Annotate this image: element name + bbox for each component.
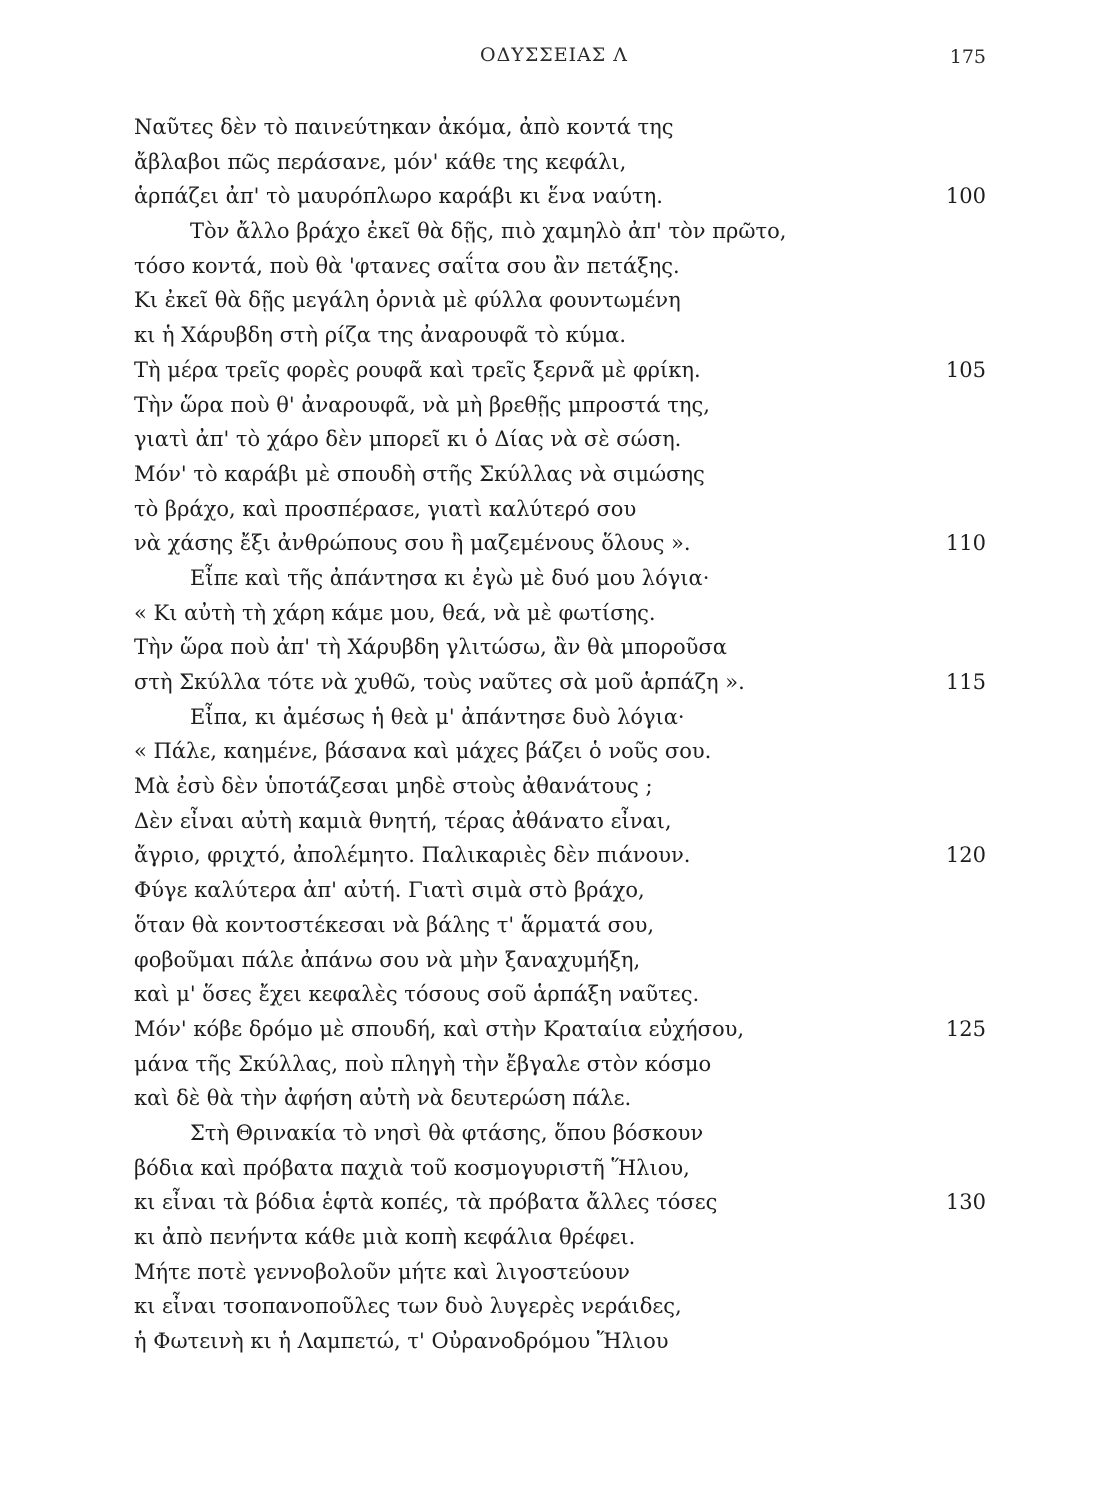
verse-line xyxy=(134,1255,986,1290)
verse-line-text: ἁρπάζει ἀπ' τὸ μαυρόπλωρο καράβι κι ἕνα ναύτη. xyxy=(134,184,663,209)
verse-line-text: ἄβλαβοι πῶς περάσανε, μόν' κάθε της κεφάλι, xyxy=(134,149,627,174)
verse-line-text: Κι ἐκεῖ θὰ δῇς μεγάλη ὀρνιὰ μὲ φύλλα φουντωμένη xyxy=(134,288,681,313)
verse-line xyxy=(134,249,986,284)
verse-line xyxy=(134,1220,986,1255)
verse-line-text: βόδια καὶ πρόβατα παχιὰ τοῦ κοσμογυριστῆ Ἥλιου, xyxy=(134,1155,690,1180)
verse-line-text: Μόν' κόβε δρόμο μὲ σπουδή, καὶ στὴν Κραταίια εὐχήσου, xyxy=(134,1016,745,1041)
verse-line-number: 105 xyxy=(945,357,986,382)
verse-line-text: στὴ Σκύλλα τότε νὰ χυθῶ, τοὺς ναῦτες σὰ μοῦ ἁρπάζη ». xyxy=(134,670,745,694)
verse-line xyxy=(134,388,986,423)
verse-line xyxy=(134,1047,986,1082)
verse-line xyxy=(134,943,986,978)
verse-line-text: Εἶπα, κι ἀμέσως ἡ θεὰ μ' ἀπάντησε δυὸ λόγια· xyxy=(190,704,685,729)
verse-line xyxy=(134,665,986,700)
verse-line-text: Μὰ ἐσὺ δὲν ὑποτάζεσαι μηδὲ στοὺς ἀθανάτους ; xyxy=(134,774,653,799)
verse-line xyxy=(134,526,986,561)
verse-line xyxy=(134,1289,986,1324)
verse-line-text: Τὴ μέρα τρεῖς φορὲς ρουφᾶ καὶ τρεῖς ξερνᾶ μὲ φρίκη. xyxy=(134,357,701,382)
verse-line xyxy=(134,630,986,665)
verse-line-text: ἄγριο, φριχτό, ἀπολέμητο. Παλικαριὲς δὲν πιάνουν. xyxy=(134,843,691,868)
verse-line-text: καὶ μ' ὅσες ἔχει κεφαλὲς τόσους σοῦ ἁρπάξη ναῦτες. xyxy=(134,982,700,1007)
verse-line xyxy=(134,283,986,318)
verse-line xyxy=(134,873,986,908)
verse-line-text: ἡ Φωτεινὴ κι ἡ Λαμπετώ, τ' Οὐρανοδρόμου Ἥλιου xyxy=(134,1329,669,1354)
verse-line xyxy=(134,1324,986,1359)
verse-line-text: Τὴν ὥρα ποὺ θ' ἀναρουφᾶ, νὰ μὴ βρεθῇς μπροστά της, xyxy=(134,392,710,417)
verse-line-text: Μήτε ποτὲ γεννοβολοῦν μήτε καὶ λιγοστεύουν xyxy=(134,1259,630,1284)
verse-line xyxy=(134,214,986,249)
verse-line-text: νὰ χάσης ἔξι ἀνθρώπους σου ἢ μαζεμένους ὅλους ». xyxy=(134,531,691,556)
verse-line-text: Ναῦτες δὲν τὸ παινεύτηκαν ἀκόμα, ἀπὸ κοντά της xyxy=(134,115,674,139)
verse-line xyxy=(134,422,986,457)
verse-line-text: Μόν' τὸ καράβι μὲ σπουδὴ στῆς Σκύλλας νὰ σιμώσης xyxy=(134,461,705,486)
verse-line xyxy=(134,1081,986,1116)
running-header-title: ΟΔΥΣΣΕΙΑΣ Λ xyxy=(480,44,628,66)
verse-line xyxy=(134,1116,986,1151)
verse-line-text: Δὲν εἶναι αὐτὴ καμιὰ θνητή, τέρας ἀθάνατο εἶναι, xyxy=(134,808,672,833)
verse-line-text: μάνα τῆς Σκύλλας, ποὺ πληγὴ τὴν ἔβγαλε στὸν κόσμο xyxy=(134,1051,712,1076)
verse-line xyxy=(134,1185,986,1220)
verse-line-text: « Πάλε, καημένε, βάσανα καὶ μάχες βάζει ὁ νοῦς σου. xyxy=(134,739,712,764)
verse-line xyxy=(134,353,986,388)
verse-line-text: κι ἀπὸ πενήντα κάθε μιὰ κοπὴ κεφάλια θρέφει. xyxy=(134,1225,636,1249)
verse-line xyxy=(134,734,986,769)
verse-line xyxy=(134,318,986,353)
verse-line-text: ὅταν θὰ κοντοστέκεσαι νὰ βάλης τ' ἅρματά σου, xyxy=(134,912,655,937)
verse-line xyxy=(134,457,986,492)
verse-line xyxy=(134,1151,986,1186)
verse-line xyxy=(134,838,986,873)
verse-line-number: 115 xyxy=(945,670,986,694)
verse-line-text: « Κι αὐτὴ τὴ χάρη κάμε μου, θεά, νὰ μὲ φωτίσης. xyxy=(134,600,656,625)
verse-line xyxy=(134,561,986,596)
verse-line xyxy=(134,492,986,527)
verse-line-text: κι ἡ Χάρυβδη στὴ ρίζα της ἀναρουφᾶ τὸ κύμα. xyxy=(134,323,627,348)
verse-line-number: 100 xyxy=(945,184,986,209)
verse-line-text: κι εἶναι τσοπανοποῦλες των δυὸ λυγερὲς νεράιδες, xyxy=(134,1294,682,1319)
verse-line-text: Στὴ Θρινακία τὸ νησὶ θὰ φτάσης, ὅπου βόσκουν xyxy=(190,1120,704,1145)
verse-line xyxy=(134,179,986,214)
verse-line-text: τὸ βράχο, καὶ προσπέρασε, γιατὶ καλύτερό σου xyxy=(134,496,637,521)
verse-line xyxy=(134,977,986,1012)
verse-line-number: 130 xyxy=(945,1190,986,1215)
verse-line-text: καὶ δὲ θὰ τὴν ἀφήση αὐτὴ νὰ δευτερώση πάλε. xyxy=(134,1086,632,1111)
verse-line xyxy=(134,769,986,804)
verse-line-text: φοβοῦμαι πάλε ἀπάνω σου νὰ μὴν ξαναχυμήξη, xyxy=(134,947,641,972)
verse-line-text: Φύγε καλύτερα ἀπ' αὐτή. Γιατὶ σιμὰ στὸ βράχο, xyxy=(134,878,645,903)
verse-line-text: Τὸν ἄλλο βράχο ἐκεῖ θὰ δῇς, πιὸ χαμηλὸ ἀπ' τὸν πρῶτο, xyxy=(190,219,787,244)
verse-line xyxy=(134,110,986,145)
verse-line-text: κι εἶναι τὰ βόδια ἑφτὰ κοπές, τὰ πρόβατα ἄλλες τόσες xyxy=(134,1190,718,1215)
verse-line-text: γιατὶ ἀπ' τὸ χάρο δὲν μπορεῖ κι ὁ Δίας νὰ σὲ σώση. xyxy=(134,427,682,452)
verse-line-number: 110 xyxy=(945,531,986,556)
verse-line xyxy=(134,908,986,943)
verse-line xyxy=(134,700,986,735)
verse-line xyxy=(134,1012,986,1047)
verse-line xyxy=(134,145,986,180)
verse-line xyxy=(134,596,986,631)
page-number: 175 xyxy=(949,46,986,68)
verse-line-text: τόσο κοντά, ποὺ θὰ 'φτανες σαΐτα σου ἂν πετάξης. xyxy=(134,253,680,278)
verse-line xyxy=(134,804,986,839)
verse-line-text: Εἶπε καὶ τῆς ἀπάντησα κι ἐγὼ μὲ δυό μου λόγια· xyxy=(190,565,710,590)
verse-block xyxy=(134,110,986,1359)
verse-line-number: 120 xyxy=(945,843,986,868)
verse-line-number: 125 xyxy=(945,1016,986,1041)
verse-line-text: Τὴν ὥρα ποὺ ἀπ' τὴ Χάρυβδη γλιτώσω, ἂν θὰ μποροῦσα xyxy=(134,635,727,660)
